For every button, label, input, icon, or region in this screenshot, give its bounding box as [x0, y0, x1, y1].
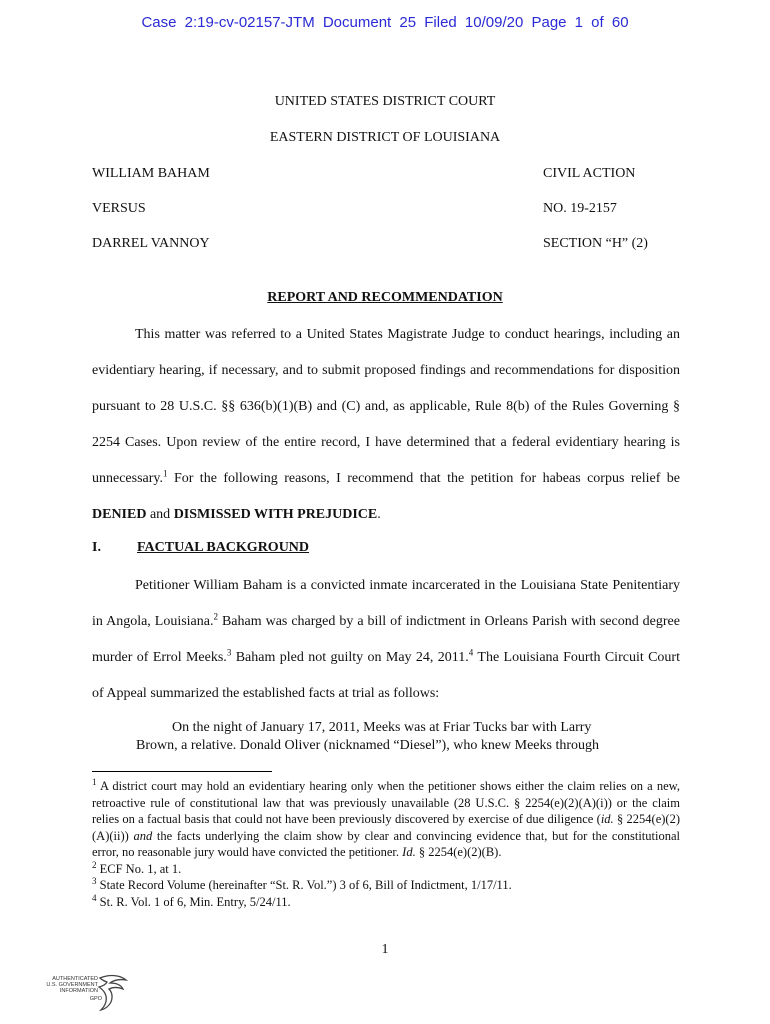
page-number: 1 — [381, 942, 389, 957]
footnote-4 — [92, 894, 680, 911]
facts-text-4: The Louisiana Fourth Circuit Court of Appeal summarized the established facts at trial as follows: — [92, 650, 680, 701]
court-name: UNITED STATES DISTRICT COURT — [274, 94, 496, 109]
eagle-icon — [96, 972, 130, 1012]
intro-text-4: . — [377, 507, 381, 522]
footnote-1-and: and — [133, 828, 153, 843]
caption-versus: VERSUS — [92, 201, 146, 216]
disposition-denied: DENIED — [92, 507, 147, 522]
footnote-1-id2: Id. — [402, 845, 416, 859]
footnote-1-number: 1 — [92, 776, 97, 787]
footnote-4-text: St. R. Vol. 1 of 6, Min. Entry, 5/24/11. — [96, 894, 291, 909]
footnote-divider — [92, 771, 272, 772]
gpo-authentication-logo — [36, 972, 136, 1012]
footnote-3-text: State Record Volume (hereinafter “St. R. Vol.”) 3 of 6, Bill of Indictment, 1/17/11. — [96, 878, 512, 892]
footnote-3 — [92, 877, 680, 894]
footnote-1-text-b: § 2254(e)(2)(A)(ii)) — [92, 812, 680, 843]
footnote-2 — [92, 861, 680, 878]
caption-petitioner: WILLIAM BAHAM — [92, 166, 210, 181]
footnote-1-id: id. — [600, 812, 614, 826]
court-district: EASTERN DISTRICT OF LOUISIANA — [269, 130, 501, 145]
section-title: FACTUAL BACKGROUND — [137, 540, 310, 555]
footnote-1-text-c: the facts underlying the claim show by clear and convincing evidence that, but for the constitutional error, no reasonable jury would have convicted the petitioner. — [92, 828, 680, 859]
document-title: REPORT AND RECOMMENDATION — [267, 290, 503, 305]
caption-respondent: DARREL VANNOY — [92, 236, 210, 251]
caption-section: SECTION “H” (2) — [543, 236, 648, 251]
disposition-dismissed: DISMISSED WITH PREJUDICE — [173, 507, 378, 522]
footnote-ref-1: 1 — [163, 468, 168, 479]
intro-text-3: and — [146, 507, 174, 522]
logo-line-1: AUTHENTICATED — [52, 976, 98, 982]
case-header-stamp: Case 2:19-cv-02157-JTM Document 25 Filed 10/09/20 Page 1 of 60 — [141, 14, 629, 31]
footnote-ref-2: 2 — [213, 611, 218, 622]
caption-civil-action: CIVIL ACTION — [543, 166, 636, 181]
block-quote — [136, 719, 634, 755]
footnotes — [92, 778, 680, 910]
facts-text-3: Baham pled not guilty on May 24, 2011. — [231, 650, 469, 665]
footnote-2-number: 2 — [92, 859, 97, 870]
footnote-1-text-d: § 2254(e)(2)(B). — [415, 845, 502, 859]
intro-text-2: For the following reasons, I recommend that the petition for habeas corpus relief be — [167, 471, 680, 486]
logo-line-4: GPO — [89, 996, 102, 1002]
footnote-3-number: 3 — [92, 875, 97, 886]
facts-paragraph — [92, 568, 680, 712]
quote-line-2: Brown, a relative. Donald Oliver (nicknamed “Diesel”), who knew Meeks through — [136, 738, 600, 753]
footnote-ref-3: 3 — [226, 647, 232, 658]
caption-case-number: NO. 19-2157 — [543, 201, 617, 216]
facts-text-2: Baham was charged by a bill of indictment in Orleans Parish with second degree murder of Errol Meeks. — [92, 614, 680, 665]
logo-line-3: INFORMATION — [59, 988, 98, 994]
footnote-1-text-a: A district court may hold an evidentiary hearing only when the petitioner shows either the claim relies on a new, retroactive rule of constitutional law that was previously unavailable (28 U.S.C. § 2254(e)(2)(A)(i)) or the claim relies on a factual basis that could not have been previously discovered by exercise of due diligence ( — [92, 779, 680, 826]
facts-text-1: Petitioner William Baham is a convicted inmate incarcerated in the Louisiana State Penitentiary in Angola, Louisiana. — [92, 578, 680, 629]
intro-text: This matter was referred to a United States Magistrate Judge to conduct hearings, including an evidentiary hearing, if necessary, and to submit proposed findings and recommendations for disposition pursuant to 28 U.S.C. §§ 636(b)(1)(B) and (C) and, as applicable, Rule 8(b) of the Rules Governing § 2254 Cases. Upon review of the entire record, I have determined that a federal evidentiary hearing is unnecessary. — [92, 327, 680, 486]
logo-line-2: U.S. GOVERNMENT — [46, 982, 98, 988]
footnote-2-text: ECF No. 1, at 1. — [96, 861, 182, 876]
section-heading — [92, 540, 309, 556]
quote-line-1: On the night of January 17, 2011, Meeks was at Friar Tucks bar with Larry — [172, 720, 592, 735]
footnote-ref-4: 4 — [468, 647, 474, 658]
footnote-4-number: 4 — [92, 892, 97, 903]
section-number: I. — [92, 540, 101, 555]
footnote-1 — [92, 778, 680, 861]
intro-paragraph — [92, 317, 680, 533]
